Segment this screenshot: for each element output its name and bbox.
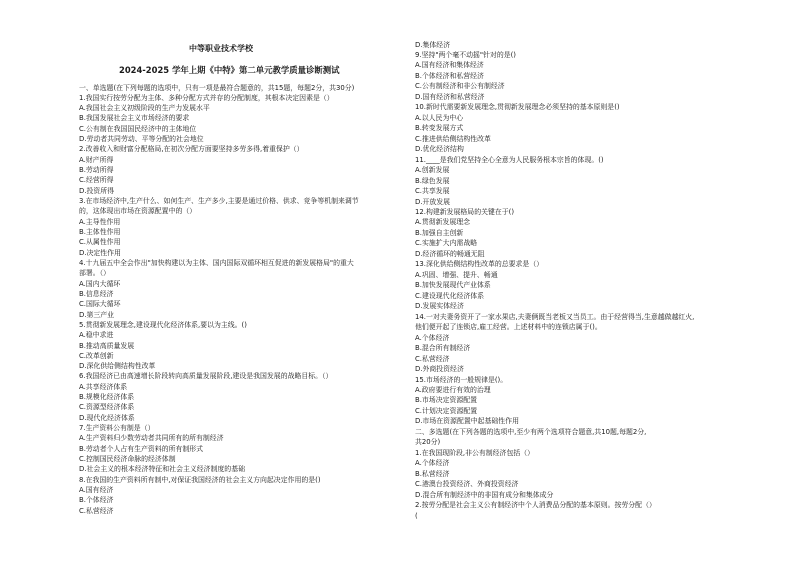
text-line: C.资源型经济体系: [79, 403, 135, 412]
text-line: C.港澳台投资经济、外商投资经济: [415, 480, 519, 489]
text-line: B.规模化经济体系: [79, 393, 135, 402]
text-line: B.个体经济和私营经济: [415, 71, 484, 80]
text-line: B.私营经济: [415, 469, 450, 478]
text-line: B.加快发展现代产业体系: [415, 281, 491, 290]
text-line: A.国内大循环: [79, 279, 121, 288]
text-line: C.实施扩大内需战略: [415, 239, 478, 248]
text-line: 12.构建新发展格局的关键在于(): [415, 208, 515, 217]
text-line: C.私营经济: [79, 506, 114, 515]
text-line: A.贯彻新发展理念: [415, 218, 471, 227]
text-line: D.发展实体经济: [415, 302, 464, 311]
text-line: 二、多选题(在下列各题的选项中,至少有两个选项符合题意,共10题,每题2分,: [415, 427, 647, 436]
text-line: D.集体经济: [415, 40, 451, 49]
text-line: B.劳动者个人占有生产资料的所有制形式: [79, 444, 204, 453]
text-line: D.决定性作用: [79, 248, 121, 257]
text-line: A.政府要进行有效的治理: [415, 386, 491, 394]
text-line: D.优化经济结构: [415, 145, 464, 154]
text-line: A.国有经济和集体经济: [415, 61, 484, 70]
text-line: D.国有经济和私营经济: [415, 92, 485, 101]
text-line: A.我国社会主义初级阶段的生产力发展水平: [79, 104, 210, 113]
text-line: 4.十九届五中全会作出"加快构建以为主体、国内国际双循环相互促进的新发展格局"的重大: [79, 258, 354, 267]
text-line: C.经营所得: [79, 176, 114, 185]
text-line: 8.在我国的生产资料所有制中,对保证我国经济的社会主义方向起决定作用的是(): [79, 475, 321, 484]
text-line: 共20分): [415, 438, 441, 447]
text-line: D.社会主义的根本经济特征和社会主义经济制度的基础: [79, 465, 245, 474]
text-line: B.个体经济: [79, 496, 114, 505]
text-line: 的，这体现出市场在资源配置中的（）: [79, 207, 197, 216]
text-line: 15.市场经济的一般规律是()。: [415, 375, 508, 384]
text-line: D.开放发展: [415, 197, 451, 206]
text-line: D.现代化经济体系: [79, 413, 135, 422]
text-line: A.财产所得: [79, 155, 114, 164]
text-line: C.建设现代化经济体系: [415, 291, 485, 300]
text-line: B.市场决定资源配置: [415, 396, 478, 405]
text-line: B.信息经济: [79, 289, 114, 298]
text-line: A.以人民为中心: [415, 113, 464, 122]
text-line: D.深化供给侧结构性改革: [79, 362, 156, 371]
text-line: A.个体经济: [415, 333, 450, 342]
text-line: 5.贯彻新发展理念,建设现代化经济体系,要以为主线。(): [79, 320, 247, 329]
text-line: B.劳动所得: [79, 166, 114, 175]
text-line: C.共享发展: [415, 187, 450, 196]
text-line: A.创新发展: [415, 166, 450, 175]
text-line: B.主体性作用: [79, 227, 121, 236]
text-line: 11.____是我们党坚持全心全意为人民服务根本宗旨的体现。(): [415, 155, 604, 164]
text-line: (: [415, 511, 418, 520]
text-line: C.公有制在我国国民经济中的主体地位: [79, 124, 197, 133]
text-line: D.劳动者共同劳动、平等分配的社会地位: [79, 135, 204, 144]
text-line: 9.坚持"两个毫不动摇"针对的是(): [415, 50, 516, 59]
text-line: 7.生产资料公有制是（）: [79, 424, 155, 433]
text-line: A.巩固、增强、提升、畅通: [415, 270, 498, 279]
text-line: 一、单选题(在下列每题的选项中，只有一项是最符合题意的，共15题，每题2分，共30分): [79, 83, 355, 92]
text-line: B.加强自主创新: [415, 228, 464, 237]
text-line: 3.在市场经济中,生产什么、如何生产、生产多少,主要是通过价格、供求、竞争等机制来调节: [79, 197, 359, 206]
text-line: 13.深化供给侧结构性改革的总要求是（）: [415, 260, 544, 269]
page-title: 2024-2025 学年上期《中特》第二单元教学质量诊断测试: [119, 65, 340, 75]
text-line: B.混合所有制经济: [415, 344, 471, 353]
text-line: C.从属性作用: [79, 238, 121, 247]
text-line: 2.改善收入和财富分配格局,在初次分配方面要坚持多劳多得,着重保护（）: [79, 145, 304, 154]
text-line: 2.按劳分配是社会主义公有制经济中个人消费品分配的基本原则。按劳分配（）: [415, 501, 656, 510]
text-line: D.混合所有制经济中的非国有成分和集体成分: [415, 490, 554, 499]
text-line: B.我国发展社会主义市场经济的要求: [79, 114, 190, 123]
text-line: D.经济循环的畅通无阻: [415, 249, 485, 258]
text-line: D.市场在资源配置中起基础性作用: [415, 417, 519, 426]
text-line: 14.一对夫妻务资开了一家水果店,夫妻俩既当老板又当员工。由于经营得当,生意越做越红火,: [415, 312, 695, 321]
text-line: C.推进供给侧结构性改革: [415, 134, 491, 143]
text-line: C.国际大循环: [79, 300, 121, 309]
text-line: C.改革创新: [79, 351, 114, 360]
text-line: D.投资所得: [79, 186, 115, 195]
text-line: A.国有经济: [79, 485, 114, 494]
text-line: 1.我国实行按劳分配为主体、多种分配方式并存的分配制度，其根本决定因素是（）: [79, 93, 334, 102]
text-line: D.外商投资经济: [415, 365, 464, 374]
text-line: A.稳中求进: [79, 331, 114, 340]
text-line: 他们便开起了连锁店,雇工经营。上述材料中的连锁店属于()。: [415, 323, 602, 332]
text-line: 1.在我国现阶段,非公有制经济包括（）: [415, 448, 535, 457]
text-line: B.绿色发展: [415, 176, 450, 185]
page-title: 中等职业技术学校: [189, 44, 253, 53]
text-line: C.公有制经济和非公有制经济: [415, 82, 505, 91]
text-line: A.主导性作用: [79, 217, 121, 226]
text-line: A.共享经济体系: [79, 382, 128, 391]
text-line: C.计划决定资源配置: [415, 406, 478, 415]
text-line: B.推动高质量发展: [79, 341, 135, 350]
text-line: 6.我国经济已由高速增长阶段转向高质量发展阶段,建设是我国发展的战略目标。（）: [79, 372, 333, 381]
text-line: 部署。（）: [79, 269, 111, 278]
text-line: D.第三产业: [79, 310, 115, 319]
text-line: A.个体经济: [415, 459, 450, 468]
text-line: A.生产资料归少数劳动者共同所有的所有制经济: [79, 434, 224, 443]
text-line: C.控制国民经济命脉的经济体制: [79, 455, 176, 464]
text-line: C.私营经济: [415, 354, 450, 363]
text-line: B.转变发展方式: [415, 124, 464, 133]
text-line: 10.新时代需要新发展理念,贯彻新发展理念必须坚持的基本原则是(): [415, 103, 620, 112]
